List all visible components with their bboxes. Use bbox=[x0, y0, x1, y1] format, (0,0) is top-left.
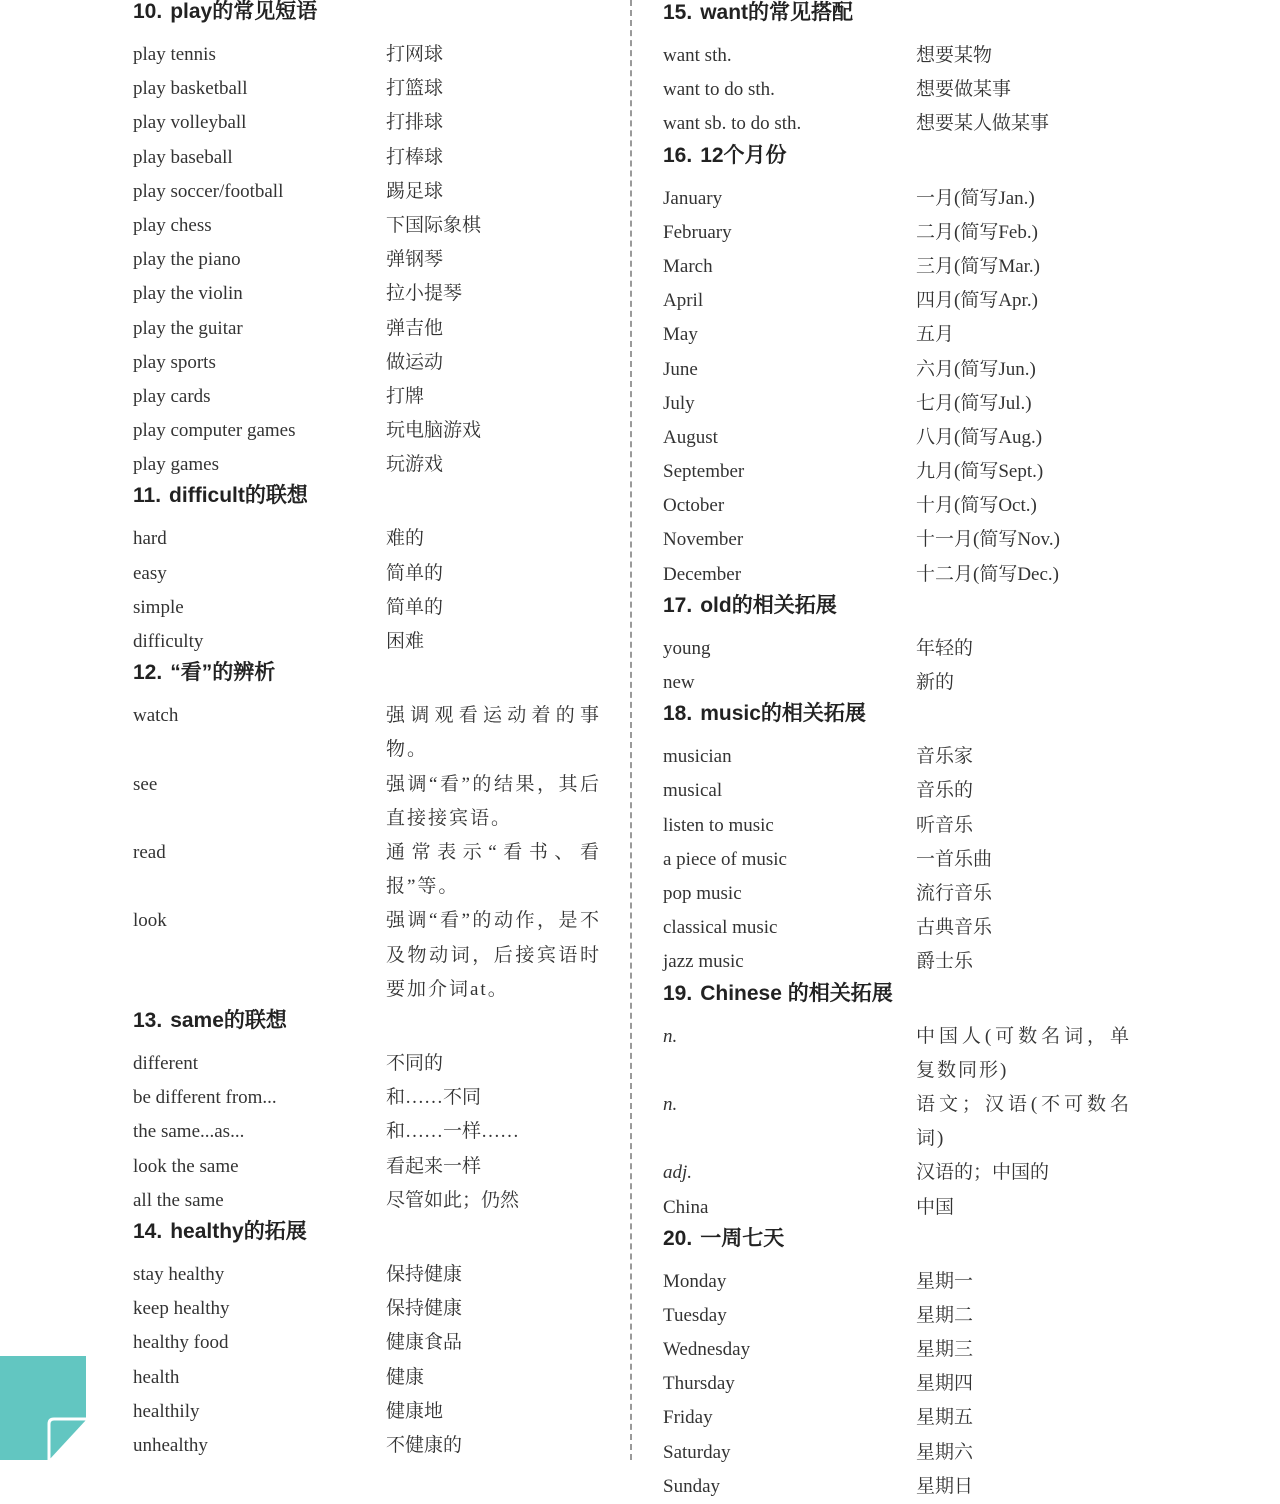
chinese-meaning: 打篮球 bbox=[386, 78, 444, 100]
english-term: easy bbox=[133, 562, 167, 584]
english-term: play soccer/football bbox=[133, 180, 284, 202]
section-title-text: healthy的拓展 bbox=[170, 1219, 307, 1243]
section-title-text: “看”的辨析 bbox=[170, 661, 276, 685]
chinese-meaning: 星期一 bbox=[916, 1270, 974, 1292]
vocab-row bbox=[663, 666, 1133, 700]
english-term: play the guitar bbox=[133, 317, 243, 339]
vocab-row bbox=[663, 1470, 1133, 1504]
vocab-row bbox=[663, 809, 1133, 843]
section-title bbox=[663, 592, 1133, 620]
vocab-row bbox=[133, 1326, 603, 1360]
english-term: musical bbox=[663, 780, 723, 802]
section-title bbox=[133, 1007, 603, 1035]
english-term: March bbox=[663, 255, 713, 277]
chinese-meaning: 听音乐 bbox=[916, 814, 974, 836]
section-title-text: difficult的联想 bbox=[169, 484, 308, 508]
section-number: 11. bbox=[133, 484, 162, 508]
chinese-meaning: 健康食品 bbox=[386, 1332, 463, 1354]
vocab-row bbox=[663, 1299, 1133, 1333]
section-title-text: same的联想 bbox=[170, 1009, 287, 1033]
section bbox=[663, 592, 1133, 700]
vocab-row bbox=[133, 448, 603, 482]
vocab-row bbox=[663, 558, 1133, 592]
section-title bbox=[133, 0, 603, 26]
english-term: Thursday bbox=[663, 1373, 735, 1395]
column-divider bbox=[630, 0, 632, 1460]
vocab-row bbox=[663, 1367, 1133, 1401]
vocab-row bbox=[133, 380, 603, 414]
title-gap bbox=[663, 620, 1133, 632]
english-term: Sunday bbox=[663, 1475, 720, 1497]
chinese-meaning: 星期二 bbox=[916, 1304, 974, 1326]
section bbox=[663, 142, 1133, 592]
title-gap bbox=[133, 510, 603, 522]
chinese-meaning: 星期三 bbox=[916, 1339, 974, 1361]
chinese-meaning: 音乐家 bbox=[916, 746, 974, 768]
section-number: 13. bbox=[133, 1009, 163, 1033]
english-term: Tuesday bbox=[663, 1304, 727, 1326]
chinese-meaning: 二月(简写Feb.) bbox=[916, 221, 1038, 243]
chinese-meaning: 星期日 bbox=[916, 1475, 974, 1497]
vocab-row bbox=[133, 1292, 603, 1326]
section-title-text: want的常见搭配 bbox=[700, 1, 854, 24]
english-term: look the same bbox=[133, 1155, 239, 1177]
vocab-row bbox=[133, 38, 603, 72]
english-term: play volleyball bbox=[133, 112, 247, 134]
english-term: healthy food bbox=[133, 1332, 229, 1354]
english-term: n. bbox=[663, 1093, 678, 1115]
english-term: August bbox=[663, 426, 718, 448]
english-term: classical music bbox=[663, 917, 778, 939]
chinese-meaning: 难的 bbox=[386, 528, 425, 550]
chinese-meaning: 十月(简写Oct.) bbox=[916, 495, 1037, 517]
vocab-row bbox=[133, 1115, 603, 1149]
english-term: play the piano bbox=[133, 249, 241, 271]
section-number: 20. bbox=[663, 1226, 693, 1250]
section-title bbox=[663, 1225, 1133, 1253]
vocab-row bbox=[663, 284, 1133, 318]
english-term: musician bbox=[663, 746, 732, 768]
vocab-row bbox=[663, 489, 1133, 523]
title-gap bbox=[663, 1008, 1133, 1020]
page-fold-icon bbox=[46, 1416, 86, 1460]
vocab-row bbox=[133, 106, 603, 140]
english-term: December bbox=[663, 563, 742, 585]
chinese-meaning: 三月(简写Mar.) bbox=[916, 255, 1041, 277]
section-number: 17. bbox=[663, 593, 693, 617]
section-title bbox=[663, 142, 1133, 170]
english-term: jazz music bbox=[663, 951, 744, 973]
section-title bbox=[133, 482, 603, 510]
vocab-row bbox=[133, 904, 603, 1007]
vocab-row bbox=[663, 945, 1133, 979]
english-term: stay healthy bbox=[133, 1263, 225, 1285]
chinese-meaning: 保持健康 bbox=[386, 1263, 463, 1285]
chinese-meaning: 音乐的 bbox=[916, 780, 974, 802]
chinese-meaning: 一月(简写Jan.) bbox=[916, 187, 1035, 209]
chinese-meaning: 想要某人做某事 bbox=[916, 113, 1050, 135]
english-term: want sb. to do sth. bbox=[663, 113, 802, 135]
vocab-row bbox=[133, 625, 603, 659]
vocab-row bbox=[133, 414, 603, 448]
english-term: new bbox=[663, 672, 695, 693]
title-gap bbox=[133, 1035, 603, 1047]
chinese-meaning: 想要某物 bbox=[916, 45, 993, 66]
english-term: the same...as... bbox=[133, 1121, 245, 1143]
chinese-meaning: 想要做某事 bbox=[916, 79, 1012, 101]
english-term: play sports bbox=[133, 351, 216, 373]
chinese-meaning: 年轻的 bbox=[916, 637, 974, 659]
chinese-meaning: 和……一样…… bbox=[386, 1121, 520, 1143]
chinese-meaning: 健康地 bbox=[386, 1400, 444, 1422]
english-term: want to do sth. bbox=[663, 79, 775, 101]
english-term: June bbox=[663, 358, 698, 380]
chinese-meaning: 中国人(可数名词，单复数同形) bbox=[916, 1025, 1131, 1081]
chinese-meaning: 拉小提琴 bbox=[386, 283, 463, 305]
section bbox=[133, 482, 603, 659]
chinese-meaning: 九月(简写Sept.) bbox=[916, 461, 1044, 483]
english-term: May bbox=[663, 324, 698, 346]
english-term: hard bbox=[133, 528, 167, 550]
vocab-row bbox=[663, 740, 1133, 774]
section-title-text: music的相关拓展 bbox=[700, 702, 866, 726]
english-term: play games bbox=[133, 454, 220, 476]
chinese-meaning: 保持健康 bbox=[386, 1298, 463, 1320]
chinese-meaning: 古典音乐 bbox=[916, 917, 993, 939]
english-term: play baseball bbox=[133, 146, 233, 168]
section bbox=[663, 980, 1133, 1225]
chinese-meaning: 强调“看”的动作，是不及物动词，后接宾语时要加介词at。 bbox=[386, 910, 601, 1000]
left-column bbox=[133, 0, 603, 1463]
english-term: January bbox=[663, 187, 723, 209]
vocab-row bbox=[663, 523, 1133, 557]
chinese-meaning: 打牌 bbox=[386, 385, 425, 407]
chinese-meaning: 下国际象棋 bbox=[386, 214, 482, 236]
chinese-meaning: 中国 bbox=[916, 1196, 955, 1218]
section-number: 15. bbox=[663, 1, 693, 24]
vocab-row bbox=[663, 1401, 1133, 1435]
english-term: a piece of music bbox=[663, 848, 787, 870]
section-title bbox=[133, 659, 603, 687]
english-term: September bbox=[663, 461, 745, 483]
section-title bbox=[663, 0, 1133, 27]
section-title bbox=[663, 980, 1133, 1008]
chinese-meaning: 强调观看运动着的事物。 bbox=[386, 705, 601, 761]
title-gap bbox=[663, 170, 1133, 182]
right-column bbox=[663, 0, 1133, 1504]
vocab-row bbox=[133, 1395, 603, 1429]
chinese-meaning: 六月(简写Jun.) bbox=[916, 358, 1036, 380]
english-term: healthily bbox=[133, 1400, 200, 1422]
title-gap bbox=[663, 27, 1133, 39]
vocab-row bbox=[663, 353, 1133, 387]
chinese-meaning: 一首乐曲 bbox=[916, 848, 993, 870]
english-term: Wednesday bbox=[663, 1339, 751, 1361]
vocab-row bbox=[133, 522, 603, 556]
chinese-meaning: 弹吉他 bbox=[386, 317, 444, 339]
english-term: see bbox=[133, 773, 158, 795]
section-number: 19. bbox=[663, 981, 693, 1005]
chinese-meaning: 打排球 bbox=[386, 112, 444, 134]
section-number: 14. bbox=[133, 1219, 163, 1243]
english-term: young bbox=[663, 637, 711, 659]
chinese-meaning: 简单的 bbox=[386, 596, 444, 618]
chinese-meaning: 玩电脑游戏 bbox=[386, 420, 482, 442]
chinese-meaning: 强调“看”的结果，其后直接接宾语。 bbox=[386, 773, 601, 829]
vocab-row bbox=[133, 1429, 603, 1463]
chinese-meaning: 新的 bbox=[916, 672, 955, 693]
vocab-row bbox=[663, 182, 1133, 216]
vocab-row bbox=[663, 421, 1133, 455]
vocab-row bbox=[133, 699, 603, 767]
section-title-text: 12个月份 bbox=[700, 143, 787, 167]
vocab-row bbox=[133, 836, 603, 904]
vocab-row bbox=[663, 250, 1133, 284]
section bbox=[663, 1225, 1133, 1504]
english-term: listen to music bbox=[663, 814, 774, 836]
chinese-meaning: 通常表示“看书、看报”等。 bbox=[386, 842, 601, 898]
english-term: health bbox=[133, 1366, 180, 1388]
vocab-row bbox=[133, 243, 603, 277]
vocab-row bbox=[663, 843, 1133, 877]
english-term: want sth. bbox=[663, 45, 732, 66]
chinese-meaning: 和……不同 bbox=[386, 1087, 482, 1109]
chinese-meaning: 打网球 bbox=[386, 44, 444, 65]
title-gap bbox=[663, 1253, 1133, 1265]
chinese-meaning: 尽管如此；仍然 bbox=[386, 1189, 520, 1211]
vocab-row bbox=[133, 72, 603, 106]
section-title-text: Chinese 的相关拓展 bbox=[700, 981, 893, 1005]
vocab-row bbox=[663, 1020, 1133, 1088]
section-title-text: old的相关拓展 bbox=[700, 593, 837, 617]
section bbox=[133, 659, 603, 1007]
section bbox=[663, 700, 1133, 979]
english-term: play chess bbox=[133, 214, 212, 236]
english-term: play tennis bbox=[133, 44, 216, 65]
chinese-meaning: 踢足球 bbox=[386, 180, 444, 202]
vocab-row bbox=[663, 1333, 1133, 1367]
vocab-row bbox=[663, 774, 1133, 808]
chinese-meaning: 弹钢琴 bbox=[386, 249, 444, 271]
chinese-meaning: 七月(简写Jul.) bbox=[916, 392, 1032, 414]
english-term: n. bbox=[663, 1025, 678, 1047]
english-term: Saturday bbox=[663, 1441, 731, 1463]
chinese-meaning: 星期四 bbox=[916, 1373, 974, 1395]
english-term: Monday bbox=[663, 1270, 727, 1292]
english-term: Friday bbox=[663, 1407, 713, 1429]
title-gap bbox=[133, 687, 603, 699]
vocab-row bbox=[663, 1436, 1133, 1470]
english-term: November bbox=[663, 529, 744, 551]
title-gap bbox=[663, 728, 1133, 740]
vocab-row bbox=[663, 1088, 1133, 1156]
english-term: be different from... bbox=[133, 1087, 277, 1109]
english-term: play basketball bbox=[133, 78, 248, 100]
english-term: read bbox=[133, 842, 166, 863]
english-term: play the violin bbox=[133, 283, 243, 305]
section bbox=[133, 1007, 603, 1218]
section-number: 18. bbox=[663, 702, 693, 726]
chinese-meaning: 四月(简写Apr.) bbox=[916, 290, 1038, 312]
english-term: July bbox=[663, 392, 695, 414]
vocab-row bbox=[663, 1156, 1133, 1190]
chinese-meaning: 十二月(简写Dec.) bbox=[916, 563, 1059, 585]
vocab-row bbox=[663, 216, 1133, 250]
vocab-row bbox=[133, 768, 603, 836]
vocab-row bbox=[133, 591, 603, 625]
section-title-text: play的常见短语 bbox=[170, 0, 318, 23]
section-number: 10. bbox=[133, 0, 163, 23]
english-term: February bbox=[663, 221, 732, 243]
chinese-meaning: 星期六 bbox=[916, 1441, 974, 1463]
vocab-row bbox=[133, 1184, 603, 1218]
section-number: 16. bbox=[663, 143, 693, 167]
english-term: watch bbox=[133, 705, 179, 727]
vocab-row bbox=[663, 73, 1133, 107]
vocab-row bbox=[663, 39, 1133, 73]
english-term: simple bbox=[133, 596, 184, 618]
english-term: all the same bbox=[133, 1189, 224, 1211]
vocab-row bbox=[663, 455, 1133, 489]
english-term: different bbox=[133, 1053, 199, 1075]
english-term: unhealthy bbox=[133, 1434, 208, 1456]
chinese-meaning: 做运动 bbox=[386, 351, 444, 373]
section-title-text: 一周七天 bbox=[700, 1226, 785, 1250]
english-term: China bbox=[663, 1196, 709, 1218]
section bbox=[133, 0, 603, 482]
chinese-meaning: 八月(简写Aug.) bbox=[916, 426, 1043, 448]
vocab-row bbox=[663, 632, 1133, 666]
vocab-row bbox=[133, 1047, 603, 1081]
section-title bbox=[663, 700, 1133, 728]
vocab-row bbox=[663, 107, 1133, 141]
vocab-row bbox=[133, 277, 603, 311]
vocab-row bbox=[663, 911, 1133, 945]
english-term: October bbox=[663, 495, 725, 517]
vocab-row bbox=[133, 346, 603, 380]
vocab-row bbox=[133, 1081, 603, 1115]
chinese-meaning: 汉语的；中国的 bbox=[916, 1162, 1050, 1184]
chinese-meaning: 不健康的 bbox=[386, 1434, 463, 1456]
vocab-row bbox=[133, 141, 603, 175]
vocab-row bbox=[663, 1265, 1133, 1299]
chinese-meaning: 十一月(简写Nov.) bbox=[916, 529, 1060, 551]
chinese-meaning: 看起来一样 bbox=[386, 1155, 482, 1177]
chinese-meaning: 星期五 bbox=[916, 1407, 974, 1429]
vocab-row bbox=[663, 877, 1133, 911]
english-term: play computer games bbox=[133, 420, 296, 442]
chinese-meaning: 简单的 bbox=[386, 562, 444, 584]
vocab-row bbox=[663, 1191, 1133, 1225]
vocab-row bbox=[133, 1150, 603, 1184]
section bbox=[133, 1218, 603, 1463]
chinese-meaning: 健康 bbox=[386, 1366, 425, 1388]
vocab-row bbox=[133, 312, 603, 346]
title-gap bbox=[133, 26, 603, 38]
english-term: play cards bbox=[133, 385, 211, 407]
english-term: pop music bbox=[663, 882, 742, 904]
vocab-row bbox=[133, 175, 603, 209]
chinese-meaning: 语文；汉语(不可数名词) bbox=[916, 1093, 1131, 1150]
title-gap bbox=[133, 1246, 603, 1258]
english-term: difficulty bbox=[133, 631, 204, 652]
english-term: look bbox=[133, 910, 167, 932]
english-term: keep healthy bbox=[133, 1298, 230, 1320]
chinese-meaning: 五月 bbox=[916, 324, 955, 346]
vocab-row bbox=[133, 209, 603, 243]
chinese-meaning: 困难 bbox=[386, 631, 425, 652]
vocab-row bbox=[133, 1258, 603, 1292]
english-term: April bbox=[663, 290, 704, 312]
chinese-meaning: 流行音乐 bbox=[916, 882, 993, 904]
chinese-meaning: 玩游戏 bbox=[386, 454, 444, 476]
chinese-meaning: 不同的 bbox=[386, 1053, 444, 1075]
vocab-row bbox=[133, 557, 603, 591]
english-term: adj. bbox=[663, 1162, 693, 1184]
section-number: 12. bbox=[133, 661, 163, 685]
chinese-meaning: 爵士乐 bbox=[916, 951, 974, 973]
vocab-row bbox=[133, 1361, 603, 1395]
chinese-meaning: 打棒球 bbox=[386, 146, 444, 168]
vocab-row bbox=[663, 387, 1133, 421]
vocab-row bbox=[663, 318, 1133, 352]
section bbox=[663, 0, 1133, 142]
section-title bbox=[133, 1218, 603, 1246]
